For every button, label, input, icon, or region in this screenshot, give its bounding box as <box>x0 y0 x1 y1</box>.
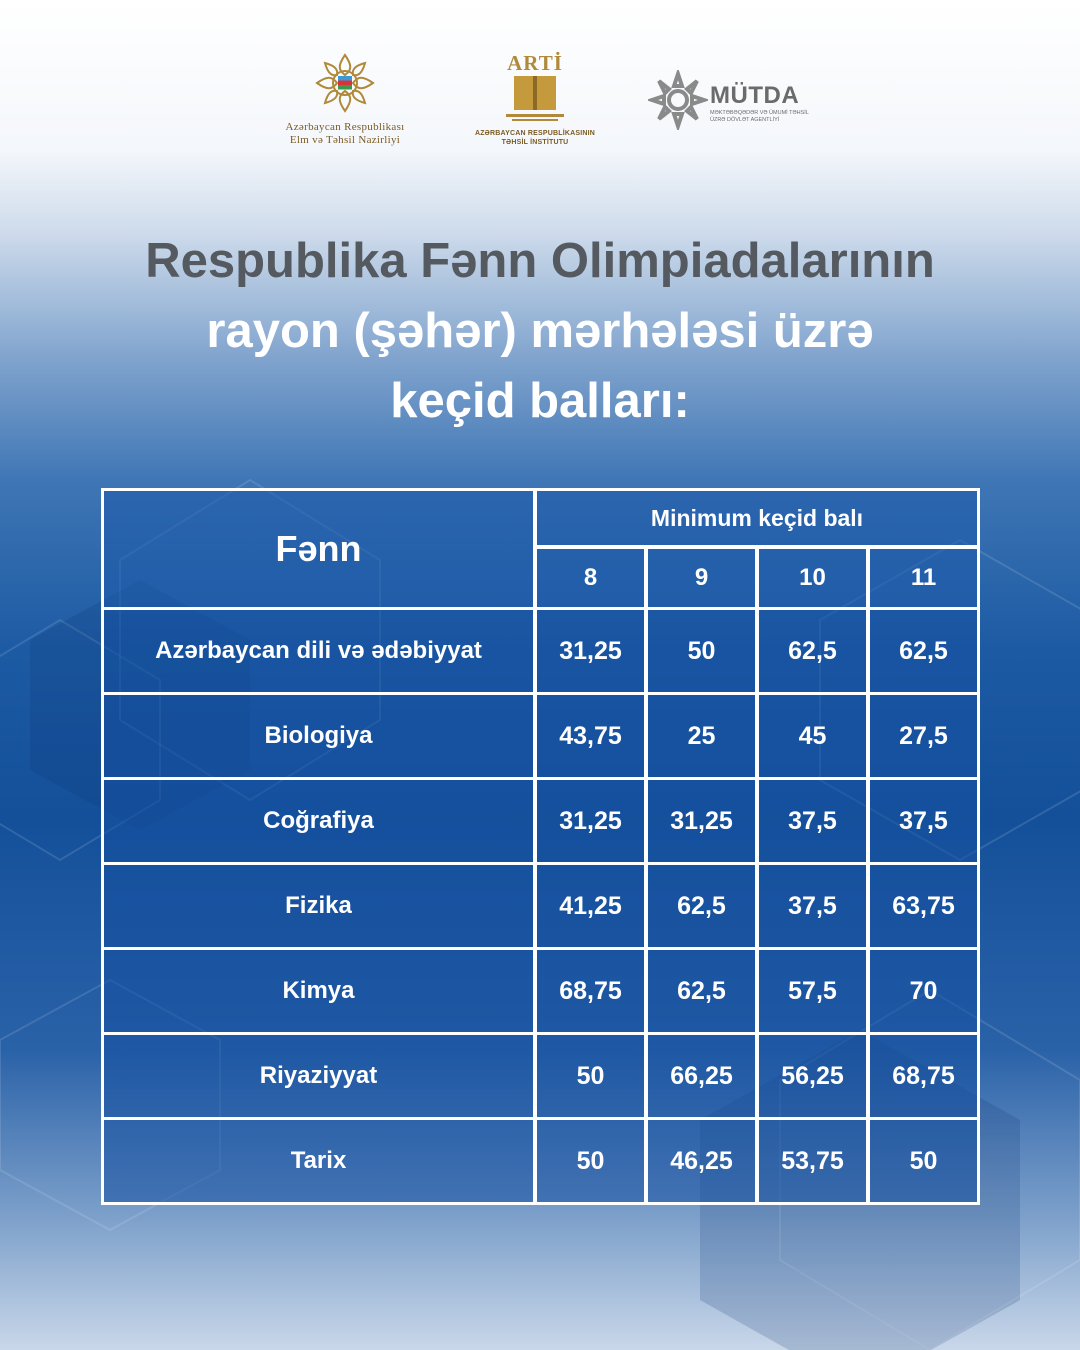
arti-subtitle-line1: AZƏRBAYCAN RESPUBLİKASININ <box>474 130 596 137</box>
score-cell: 62,5 <box>645 947 758 1035</box>
subject-cell: Azərbaycan dili və ədəbiyyat <box>101 607 536 695</box>
page-title-line1: Respublika Fənn Olimpiadalarının <box>145 234 935 288</box>
subject-cell: Fizika <box>101 862 536 950</box>
score-cell: 62,5 <box>756 607 869 695</box>
score-cell: 41,25 <box>534 862 647 950</box>
score-cell: 25 <box>645 692 758 780</box>
ministry-logo <box>262 50 428 147</box>
score-cell: 50 <box>534 1032 647 1120</box>
score-cell: 50 <box>645 607 758 695</box>
page-title-line2: rayon (şəhər) mərhələsi üzrə <box>206 304 874 358</box>
grade-header-11: 11 <box>867 546 980 610</box>
score-cell: 68,75 <box>534 947 647 1035</box>
subject-cell: Tarix <box>101 1117 536 1205</box>
score-cell: 66,25 <box>645 1032 758 1120</box>
scores-table <box>101 488 980 1218</box>
score-cell: 45 <box>756 692 869 780</box>
score-cell: 62,5 <box>867 607 980 695</box>
score-cell: 31,25 <box>534 777 647 865</box>
score-cell: 57,5 <box>756 947 869 1035</box>
score-cell: 31,25 <box>645 777 758 865</box>
mutda-logo <box>648 70 823 135</box>
subject-cell: Riyaziyyat <box>101 1032 536 1120</box>
arti-logo <box>470 52 600 147</box>
subject-cell: Biologiya <box>101 692 536 780</box>
ministry-name-line2: Elm və Təhsil Nazirliyi <box>289 134 401 146</box>
arti-title: ARTİ <box>507 51 563 75</box>
score-cell: 46,25 <box>645 1117 758 1205</box>
grade-header-10: 10 <box>756 546 869 610</box>
score-cell: 68,75 <box>867 1032 980 1120</box>
score-cell: 37,5 <box>756 777 869 865</box>
score-cell: 37,5 <box>756 862 869 950</box>
score-cell: 43,75 <box>534 692 647 780</box>
mutda-subtitle <box>710 110 820 124</box>
score-cell: 53,75 <box>756 1117 869 1205</box>
mutda-subtitle-line2: ÜZRƏ DÖVLƏT AGENTLİYİ <box>710 117 780 123</box>
score-cell: 31,25 <box>534 607 647 695</box>
score-cell: 50 <box>867 1117 980 1205</box>
subject-column-header: Fənn <box>101 488 536 610</box>
score-cell: 70 <box>867 947 980 1035</box>
score-cell: 37,5 <box>867 777 980 865</box>
mutda-subtitle-line1: MƏKTƏBƏQƏDƏR VƏ ÜMUMİ TƏHSİL <box>710 110 809 116</box>
subject-cell: Kimya <box>101 947 536 1035</box>
score-cell: 62,5 <box>645 862 758 950</box>
min-score-header: Minimum keçid balı <box>534 488 980 548</box>
score-cell: 63,75 <box>867 862 980 950</box>
arti-subtitle-line2: TƏHSİL İNSTİTUTU <box>501 139 569 146</box>
page-title-line3: keçid balları: <box>390 374 690 428</box>
score-cell: 56,25 <box>756 1032 869 1120</box>
score-cell: 50 <box>534 1117 647 1205</box>
grade-header-8: 8 <box>534 546 647 610</box>
grade-header-9: 9 <box>645 546 758 610</box>
ministry-name-line1: Azərbaycan Respublikası <box>285 121 405 133</box>
mutda-emblem-icon <box>648 70 708 130</box>
score-cell: 27,5 <box>867 692 980 780</box>
subject-cell: Coğrafiya <box>101 777 536 865</box>
book-icon <box>500 74 570 124</box>
ministry-emblem-icon <box>312 50 378 116</box>
mutda-title: MÜTDA <box>710 82 800 109</box>
